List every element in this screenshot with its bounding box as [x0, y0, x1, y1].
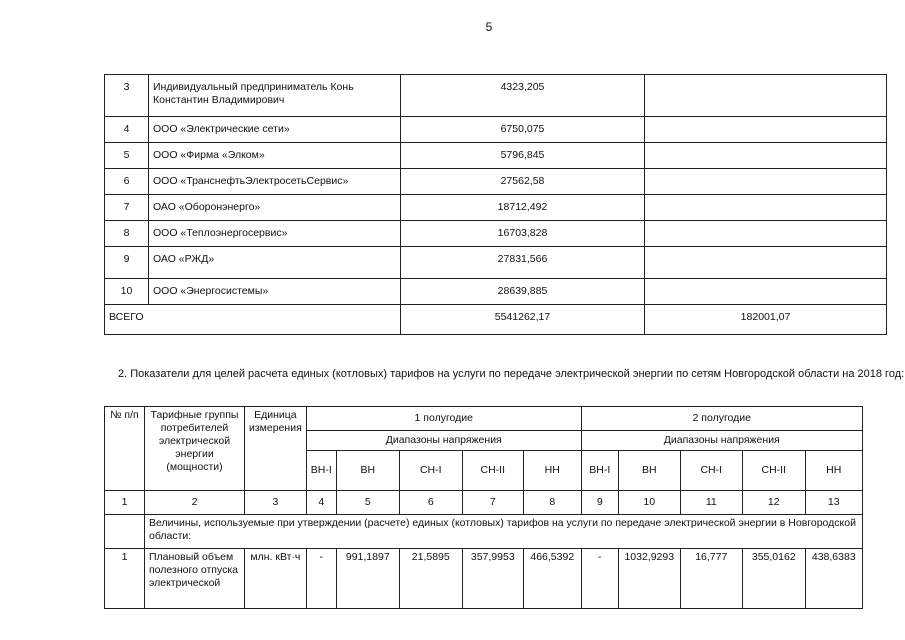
organization-name: ООО «Электрические сети» — [149, 117, 401, 143]
header-row-1 — [105, 407, 863, 431]
header-unit: Единица измерения — [245, 407, 307, 491]
organization-name: ОАО «Оборонэнерго» — [149, 195, 401, 221]
column-number: 5 — [336, 491, 399, 515]
recipients-table — [104, 74, 887, 335]
extra-value — [645, 117, 887, 143]
organization-name: ООО «ТранснефтьЭлектросетьСервис» — [149, 169, 401, 195]
row-value: 466,5392 — [523, 549, 581, 609]
row-value: 1032,9293 — [618, 549, 680, 609]
column-number: 10 — [618, 491, 680, 515]
volume-value: 6750,075 — [401, 117, 645, 143]
voltage-level: НН — [523, 451, 581, 491]
table-row — [105, 221, 887, 247]
row-number: 1 — [105, 549, 145, 609]
column-number: 6 — [399, 491, 462, 515]
volume-value: 16703,828 — [401, 221, 645, 247]
table-row — [105, 75, 887, 117]
column-number: 11 — [680, 491, 742, 515]
header-tariff-groups: Тарифные группы потребителей электрической энергии (мощности) — [145, 407, 245, 491]
row-value: 357,9953 — [462, 549, 523, 609]
row-number: 10 — [105, 279, 149, 305]
row-number: 8 — [105, 221, 149, 247]
row-name: Плановый объем полезного отпуска электрической — [145, 549, 245, 609]
volume-value: 28639,885 — [401, 279, 645, 305]
column-number: 1 — [105, 491, 145, 515]
volume-value: 27831,566 — [401, 247, 645, 279]
table-row — [105, 143, 887, 169]
total-value: 5541262,17 — [401, 305, 645, 335]
tariff-indicators-table — [104, 406, 863, 609]
header-number: № п/п — [105, 407, 145, 491]
column-number: 8 — [523, 491, 581, 515]
header-half-year-1: 1 полугодие — [306, 407, 581, 431]
row-number: 3 — [105, 75, 149, 117]
voltage-level: СН-I — [399, 451, 462, 491]
organization-name: ООО «Энергосистемы» — [149, 279, 401, 305]
column-number: 12 — [742, 491, 805, 515]
row-value: 355,0162 — [742, 549, 805, 609]
extra-value — [645, 279, 887, 305]
column-number: 13 — [805, 491, 862, 515]
section-number-cell — [105, 515, 145, 549]
table-row — [105, 549, 863, 609]
row-value: - — [581, 549, 618, 609]
extra-value — [645, 195, 887, 221]
section-row — [105, 515, 863, 549]
organization-name: ООО «Фирма «Элком» — [149, 143, 401, 169]
extra-value — [645, 75, 887, 117]
row-value: - — [306, 549, 336, 609]
column-number: 2 — [145, 491, 245, 515]
voltage-level: СН-I — [680, 451, 742, 491]
organization-name: Индивидуальный предприниматель Конь Константин Владимирович — [149, 75, 401, 117]
row-value: 16,777 — [680, 549, 742, 609]
row-value: 991,1897 — [336, 549, 399, 609]
extra-value — [645, 221, 887, 247]
section-label: Величины, используемые при утверждении (расчете) единых (котловых) тарифов на услуги по передаче электрической энергии в Новгородской области: — [145, 515, 863, 549]
section-2-heading: 2. Показатели для целей расчета единых (котловых) тарифов на услуги по передаче электрической энергии по сетям Новгородской области на 2018 год: — [118, 368, 905, 380]
extra-value — [645, 143, 887, 169]
column-numbers-row — [105, 491, 863, 515]
row-number: 6 — [105, 169, 149, 195]
total-label: ВСЕГО — [105, 305, 401, 335]
column-number: 7 — [462, 491, 523, 515]
voltage-level: СН-II — [462, 451, 523, 491]
voltage-level: ВН — [336, 451, 399, 491]
voltage-level: ВН-I — [306, 451, 336, 491]
page-number: 5 — [485, 20, 493, 34]
column-number: 4 — [306, 491, 336, 515]
table-row — [105, 117, 887, 143]
row-number: 7 — [105, 195, 149, 221]
row-value: 438,6383 — [805, 549, 862, 609]
header-voltage-ranges-2: Диапазоны напряжения — [581, 431, 862, 451]
volume-value: 27562,58 — [401, 169, 645, 195]
volume-value: 5796,845 — [401, 143, 645, 169]
table-row — [105, 169, 887, 195]
row-number: 4 — [105, 117, 149, 143]
row-value: 21,5895 — [399, 549, 462, 609]
extra-value — [645, 169, 887, 195]
column-number: 9 — [581, 491, 618, 515]
table-row — [105, 247, 887, 279]
organization-name: ОАО «РЖД» — [149, 247, 401, 279]
row-unit: млн. кВт·ч — [245, 549, 307, 609]
column-number: 3 — [245, 491, 307, 515]
total-row — [105, 305, 887, 335]
voltage-level: ВН-I — [581, 451, 618, 491]
volume-value: 4323,205 — [401, 75, 645, 117]
voltage-level: НН — [805, 451, 862, 491]
row-number: 5 — [105, 143, 149, 169]
organization-name: ООО «Теплоэнергосервис» — [149, 221, 401, 247]
total-extra-value: 182001,07 — [645, 305, 887, 335]
volume-value: 18712,492 — [401, 195, 645, 221]
extra-value — [645, 247, 887, 279]
voltage-level: СН-II — [742, 451, 805, 491]
voltage-level: ВН — [618, 451, 680, 491]
table-row — [105, 279, 887, 305]
table-row — [105, 195, 887, 221]
row-number: 9 — [105, 247, 149, 279]
header-half-year-2: 2 полугодие — [581, 407, 862, 431]
header-voltage-ranges-1: Диапазоны напряжения — [306, 431, 581, 451]
